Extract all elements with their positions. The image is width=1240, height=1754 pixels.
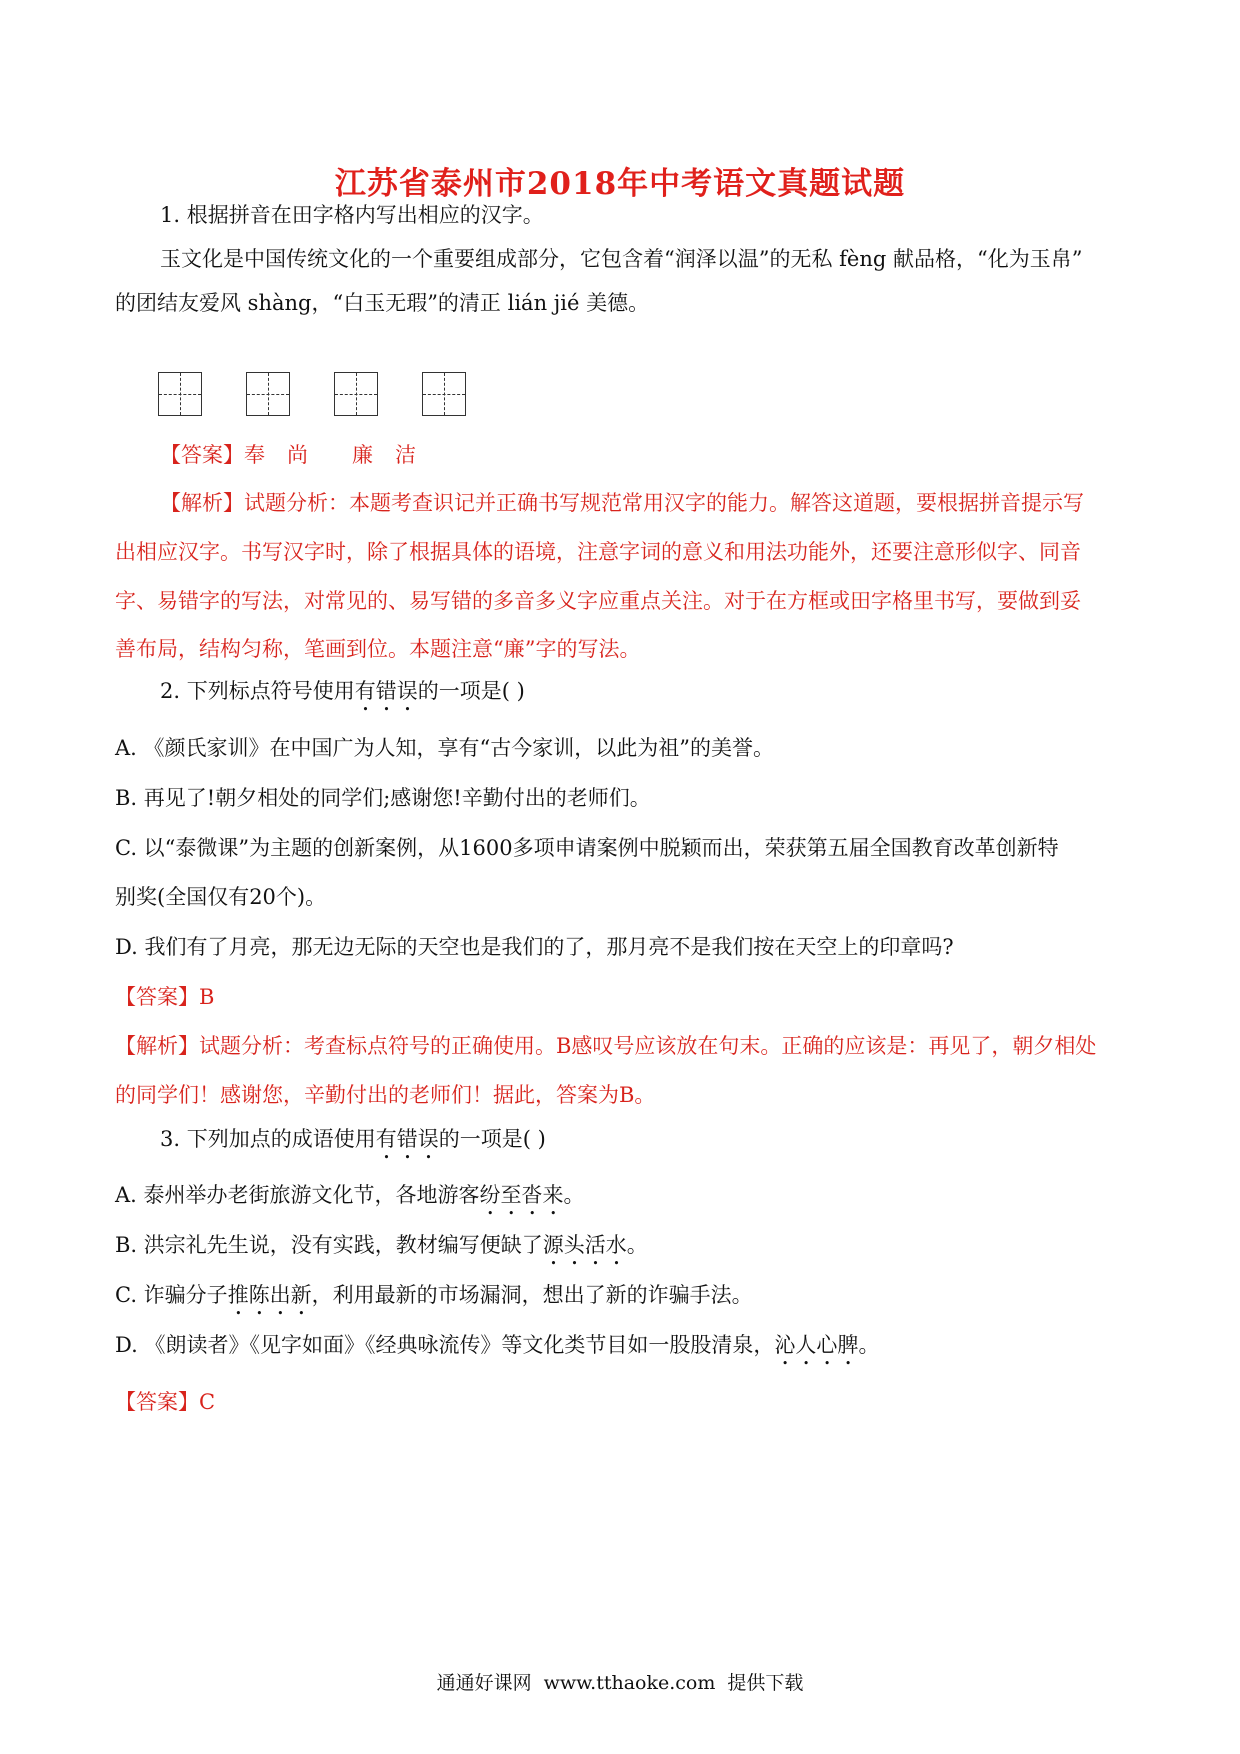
q3-stem [160,1124,1125,1164]
q1-analysis-line-2: 出相应汉字。书写汉字时，除了根据具体的语境，注意字词的意义和用法功能外，还要注意形似字、同音 [115,540,1081,564]
q3-option-b-pre: B. 洪宗礼先生说，没有实践，教材编写便缺了 [115,1233,543,1257]
q3-answer-tag: 【答案】 [115,1390,199,1414]
q1-answer-char-3: 廉 [352,443,373,467]
q3-option-c-post: ，利用最新的市场漏洞，想出了新的诈骗手法。 [311,1283,753,1307]
q1-answer-char-1: 奉 [244,443,265,467]
q1-analysis-line-1 [160,488,1125,518]
q2-answer-value: B [199,985,215,1009]
q3-option-c-pre: C. 诈骗分子 [115,1283,228,1307]
q2-option-b: B. 再见了!朝夕相处的同学们;感谢您!辛勤付出的老师们。 [115,786,651,810]
q3-option-a [115,1180,1125,1220]
footer-url[interactable]: www.tthaoke.com [543,1672,716,1694]
q3-option-d-pre: D. 《朗读者》《见字如面》《经典咏流传》等文化类节目如一股股清泉， [115,1333,775,1357]
q2-option-c-line-1: C. 以“泰微课”为主题的创新案例，从1600多项申请案例中脱颖而出，荣获第五届全国教育改革创新特 [115,836,1059,860]
q3-option-b [115,1230,1125,1270]
q3-option-a-post: 。 [563,1183,585,1207]
q2-answer-tag: 【答案】 [115,985,199,1009]
q3-option-d [115,1330,1125,1370]
q1-analysis-line-4: 善布局，结构匀称，笔画到位。本题注意“廉”字的写法。 [115,637,641,661]
q3-option-d-idiom: 沁人心脾 [774,1333,859,1357]
tianzige-box-2 [246,372,290,416]
q2-stem-pre: 2. 下列标点符号使用 [160,679,355,703]
q3-answer-value: C [199,1390,216,1414]
q2-answer [115,982,1125,1012]
q2-stem-emphasis: 有错误 [354,679,418,703]
q1-stem: 1. 根据拼音在田字格内写出相应的汉字。 [160,203,544,227]
q1-answer-tag: 【答案】 [160,443,244,467]
page-title: 江苏省泰州市2018年中考语文真题试题 [334,166,906,202]
q2-option-a: A. 《颜氏家训》在中国广为人知，享有“古今家训，以此为祖”的美誉。 [115,736,774,760]
footer-suffix: 提供下载 [727,1672,804,1694]
q3-option-d-post: 。 [858,1333,880,1357]
q2-analysis-line-2: 的同学们！感谢您，辛勤付出的老师们！据此，答案为B。 [115,1083,656,1107]
tianzige-box-1 [158,372,202,416]
q2-analysis-tag: 【解析】 [115,1034,199,1058]
tianzige-box-3 [334,372,378,416]
q3-option-b-post: 。 [626,1233,648,1257]
q3-option-c-idiom: 推陈出新 [227,1283,312,1307]
q2-option-d: D. 我们有了月亮，那无边无际的天空也是我们的了，那月亮不是我们按在天空上的印章吗? [115,935,954,959]
q3-option-a-idiom: 纷至沓来 [479,1183,564,1207]
q3-answer [115,1387,1125,1417]
q2-stem-post: 的一项是( ) [417,679,525,703]
q1-passage-line-1: 玉文化是中国传统文化的一个重要组成部分，它包含着“润泽以温”的无私 fèng 献品格，“化为玉帛” [160,247,1083,271]
q1-answer-char-4: 洁 [395,443,416,467]
footer-site-name: 通通好课网 [436,1672,532,1694]
q2-option-c-line-2: 别奖(全国仅有20个)。 [115,885,327,909]
q2-analysis-line-1 [115,1031,1125,1061]
page-footer [0,1668,1240,1695]
q1-answer-char-2: 尚 [287,443,308,467]
q1-analysis-line-3: 字、易错字的写法，对常见的、易写错的多音多义字应重点关注。对于在方框或田字格里书写，要做到妥 [115,589,1081,613]
q3-stem-emphasis: 有错误 [375,1127,439,1151]
q2-analysis-text-1: 试题分析：考查标点符号的正确使用。B感叹号应该放在句末。正确的应该是：再见了，朝夕相处 [199,1034,1097,1058]
q2-stem [160,676,1125,716]
q1-answer [160,440,1125,470]
q1-passage-line-2: 的团结友爱风 shàng，“白玉无瑕”的清正 lián jié 美德。 [115,291,650,315]
q1-analysis-tag: 【解析】 [160,491,244,515]
tianzige-box-4 [422,372,466,416]
q3-stem-pre: 3. 下列加点的成语使用 [160,1127,376,1151]
q1-analysis-text-1: 试题分析：本题考查识记并正确书写规范常用汉字的能力。解答这道题，要根据拼音提示写 [244,491,1084,515]
q3-option-c [115,1280,1125,1320]
q3-option-a-pre: A. 泰州举办老街旅游文化节，各地游客 [115,1183,480,1207]
q3-option-b-idiom: 源头活水 [542,1233,627,1257]
q3-stem-post: 的一项是( ) [438,1127,546,1151]
